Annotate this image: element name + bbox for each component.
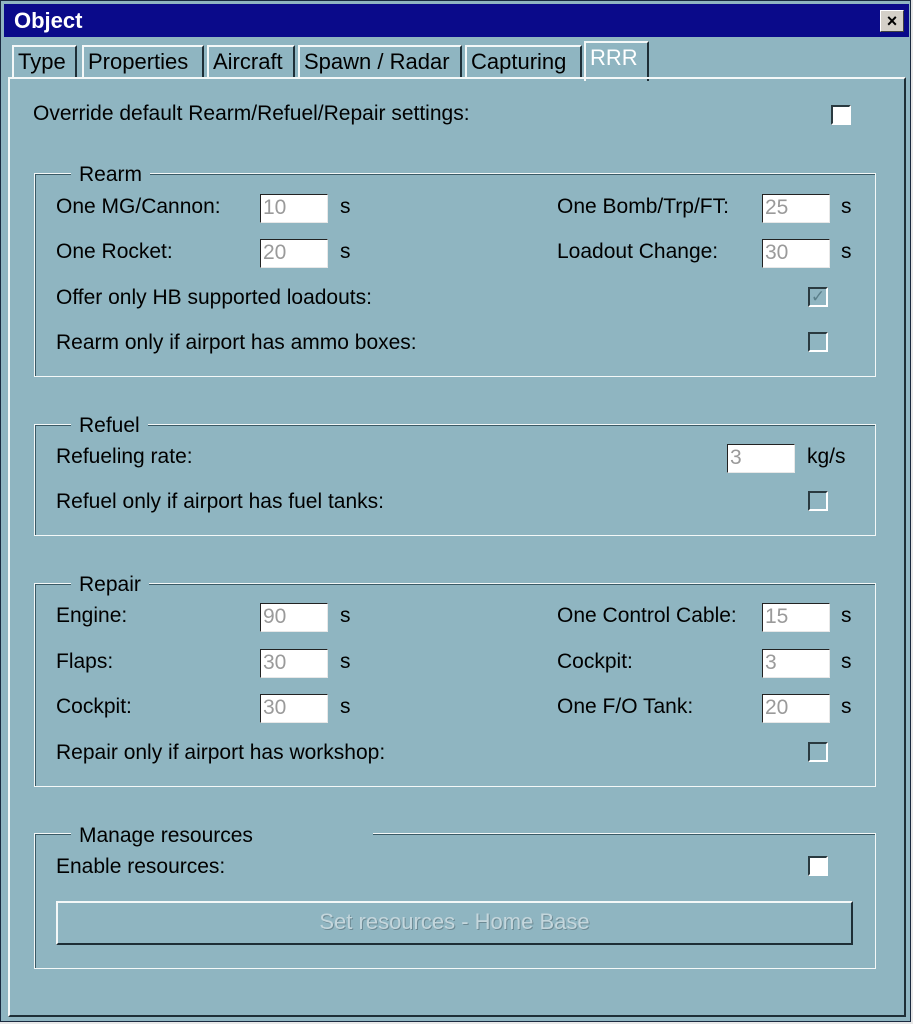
cockpit-left-unit: s bbox=[340, 695, 351, 718]
fuel-tanks-label: Refuel only if airport has fuel tanks: bbox=[56, 490, 385, 513]
bomb-label: One Bomb/Trp/FT: bbox=[557, 195, 729, 218]
tab-properties[interactable]: Properties bbox=[82, 45, 204, 77]
engine-label: Engine: bbox=[56, 604, 128, 627]
loadout-label: Loadout Change: bbox=[557, 240, 719, 263]
tab-spawn-radar[interactable]: Spawn / Radar bbox=[298, 45, 462, 77]
rocket-unit: s bbox=[340, 240, 351, 263]
enable-resources-label: Enable resources: bbox=[56, 855, 226, 878]
fo-tank-label: One F/O Tank: bbox=[557, 695, 694, 718]
engine-input[interactable]: 90 bbox=[260, 603, 328, 632]
enable-resources-checkbox[interactable] bbox=[808, 856, 828, 876]
flaps-input[interactable]: 30 bbox=[260, 649, 328, 678]
fo-tank-unit: s bbox=[841, 695, 852, 718]
hb-loadouts-checkbox[interactable]: ✓ bbox=[808, 287, 828, 307]
cockpit-left-label: Cockpit: bbox=[56, 695, 132, 718]
control-cable-label: One Control Cable: bbox=[557, 604, 737, 627]
refuel-group bbox=[34, 424, 876, 536]
cockpit-right-unit: s bbox=[841, 650, 852, 673]
override-label: Override default Rearm/Refuel/Repair settings: bbox=[33, 102, 470, 125]
flaps-label: Flaps: bbox=[56, 650, 114, 673]
tab-rrr[interactable]: RRR bbox=[584, 41, 649, 81]
control-cable-input[interactable]: 15 bbox=[762, 603, 830, 632]
bomb-input[interactable]: 25 bbox=[762, 194, 830, 223]
window-title: Object bbox=[14, 8, 83, 33]
control-cable-unit: s bbox=[841, 604, 852, 627]
tab-type[interactable]: Type bbox=[12, 45, 77, 77]
ammo-boxes-checkbox[interactable] bbox=[808, 332, 828, 352]
mg-cannon-unit: s bbox=[340, 195, 351, 218]
fuel-tanks-checkbox[interactable] bbox=[808, 491, 828, 511]
tab-capturing[interactable]: Capturing bbox=[465, 45, 582, 77]
repair-legend: Repair bbox=[71, 573, 149, 597]
cockpit-right-label: Cockpit: bbox=[557, 650, 633, 673]
rearm-legend: Rearm bbox=[71, 163, 150, 187]
cockpit-right-input[interactable]: 3 bbox=[762, 649, 830, 678]
refueling-rate-input[interactable]: 3 bbox=[727, 444, 795, 473]
bomb-unit: s bbox=[841, 195, 852, 218]
loadout-unit: s bbox=[841, 240, 852, 263]
title-bar[interactable] bbox=[4, 4, 909, 37]
cockpit-left-input[interactable]: 30 bbox=[260, 694, 328, 723]
rocket-input[interactable]: 20 bbox=[260, 239, 328, 268]
refueling-rate-label: Refueling rate: bbox=[56, 445, 193, 468]
set-resources-button[interactable]: Set resources - Home Base bbox=[56, 901, 853, 945]
workshop-checkbox[interactable] bbox=[808, 742, 828, 762]
rocket-label: One Rocket: bbox=[56, 240, 173, 263]
override-checkbox[interactable] bbox=[831, 105, 851, 125]
hb-loadouts-label: Offer only HB supported loadouts: bbox=[56, 286, 372, 309]
fo-tank-input[interactable]: 20 bbox=[762, 694, 830, 723]
close-icon[interactable]: × bbox=[880, 10, 904, 32]
mg-cannon-label: One MG/Cannon: bbox=[56, 195, 221, 218]
ammo-boxes-label: Rearm only if airport has ammo boxes: bbox=[56, 331, 417, 354]
resources-legend: Manage resources bbox=[71, 824, 373, 848]
workshop-label: Repair only if airport has workshop: bbox=[56, 741, 386, 764]
mg-cannon-input[interactable]: 10 bbox=[260, 194, 328, 223]
tab-aircraft[interactable]: Aircraft bbox=[207, 45, 295, 77]
flaps-unit: s bbox=[340, 650, 351, 673]
refuel-legend: Refuel bbox=[71, 414, 148, 438]
refueling-rate-unit: kg/s bbox=[807, 445, 846, 468]
loadout-input[interactable]: 30 bbox=[762, 239, 830, 268]
engine-unit: s bbox=[340, 604, 351, 627]
